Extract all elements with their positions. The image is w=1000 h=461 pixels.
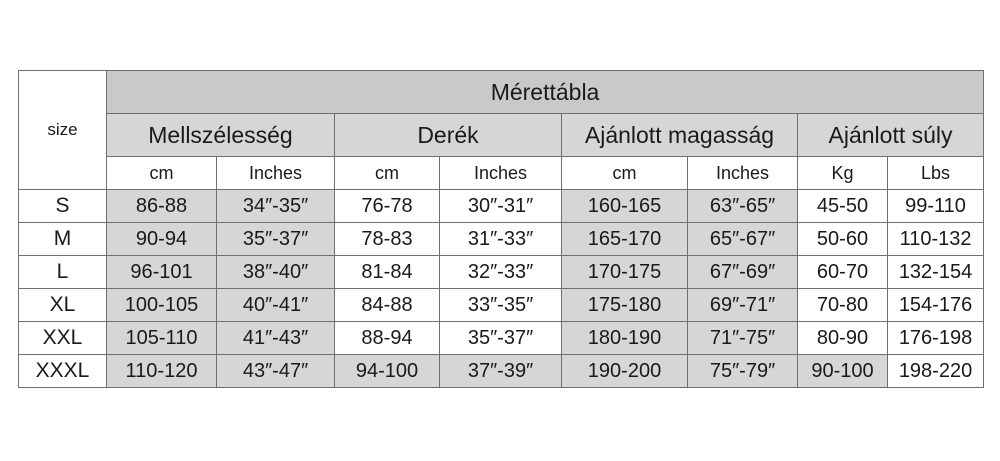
cell-height-cm: 165-170: [562, 223, 688, 256]
cell-chest-cm: 90-94: [107, 223, 217, 256]
row-size-label: XXL: [19, 322, 107, 355]
table-row: [19, 190, 984, 223]
cell-weight-lbs: 198-220: [888, 355, 984, 388]
cell-waist-cm: 88-94: [335, 322, 440, 355]
cell-chest-inches: 40″-41″: [217, 289, 335, 322]
unit-header-chest-inches: Inches: [217, 157, 335, 190]
cell-weight-kg: 80-90: [798, 322, 888, 355]
cell-chest-inches: 41″-43″: [217, 322, 335, 355]
row-size-label: XXXL: [19, 355, 107, 388]
table-row: [19, 223, 984, 256]
row-size-label: S: [19, 190, 107, 223]
cell-chest-cm: 96-101: [107, 256, 217, 289]
cell-waist-cm: 94-100: [335, 355, 440, 388]
row-size-label: XL: [19, 289, 107, 322]
cell-chest-inches: 34″-35″: [217, 190, 335, 223]
cell-chest-cm: 100-105: [107, 289, 217, 322]
size-chart-table: [18, 70, 984, 388]
cell-waist-inches: 31″-33″: [440, 223, 562, 256]
cell-height-inches: 71″-75″: [688, 322, 798, 355]
cell-height-inches: 65″-67″: [688, 223, 798, 256]
chart-title: Mérettábla: [107, 71, 984, 114]
cell-waist-inches: 37″-39″: [440, 355, 562, 388]
cell-waist-inches: 35″-37″: [440, 322, 562, 355]
table-row-units: [19, 157, 984, 190]
cell-weight-kg: 90-100: [798, 355, 888, 388]
table-row: [19, 289, 984, 322]
group-header-weight: Ajánlott súly: [798, 114, 984, 157]
row-size-label: M: [19, 223, 107, 256]
table-row: [19, 256, 984, 289]
unit-header-waist-cm: cm: [335, 157, 440, 190]
cell-weight-lbs: 110-132: [888, 223, 984, 256]
cell-waist-cm: 78-83: [335, 223, 440, 256]
cell-waist-inches: 32″-33″: [440, 256, 562, 289]
cell-weight-lbs: 154-176: [888, 289, 984, 322]
cell-waist-inches: 30″-31″: [440, 190, 562, 223]
unit-header-height-inches: Inches: [688, 157, 798, 190]
table-row-groups: [19, 114, 984, 157]
cell-height-cm: 180-190: [562, 322, 688, 355]
cell-weight-lbs: 132-154: [888, 256, 984, 289]
unit-header-waist-inches: Inches: [440, 157, 562, 190]
unit-header-height-cm: cm: [562, 157, 688, 190]
cell-height-inches: 75″-79″: [688, 355, 798, 388]
cell-waist-cm: 84-88: [335, 289, 440, 322]
cell-weight-kg: 45-50: [798, 190, 888, 223]
unit-header-weight-lbs: Lbs: [888, 157, 984, 190]
cell-waist-cm: 81-84: [335, 256, 440, 289]
cell-weight-kg: 70-80: [798, 289, 888, 322]
cell-chest-inches: 35″-37″: [217, 223, 335, 256]
cell-chest-inches: 38″-40″: [217, 256, 335, 289]
unit-header-weight-kg: Kg: [798, 157, 888, 190]
cell-weight-kg: 50-60: [798, 223, 888, 256]
cell-height-inches: 69″-71″: [688, 289, 798, 322]
size-column-header: size: [19, 71, 107, 190]
cell-height-inches: 63″-65″: [688, 190, 798, 223]
unit-header-chest-cm: cm: [107, 157, 217, 190]
cell-chest-inches: 43″-47″: [217, 355, 335, 388]
cell-chest-cm: 110-120: [107, 355, 217, 388]
cell-weight-kg: 60-70: [798, 256, 888, 289]
table-row: [19, 322, 984, 355]
cell-chest-cm: 105-110: [107, 322, 217, 355]
cell-waist-cm: 76-78: [335, 190, 440, 223]
cell-height-cm: 160-165: [562, 190, 688, 223]
row-size-label: L: [19, 256, 107, 289]
cell-weight-lbs: 99-110: [888, 190, 984, 223]
cell-height-cm: 190-200: [562, 355, 688, 388]
cell-height-cm: 175-180: [562, 289, 688, 322]
cell-waist-inches: 33″-35″: [440, 289, 562, 322]
table-row: [19, 355, 984, 388]
cell-weight-lbs: 176-198: [888, 322, 984, 355]
group-header-chest: Mellszélesség: [107, 114, 335, 157]
cell-height-cm: 170-175: [562, 256, 688, 289]
table-row-title: [19, 71, 984, 114]
group-header-height: Ajánlott magasság: [562, 114, 798, 157]
group-header-waist: Derék: [335, 114, 562, 157]
size-chart-container: [18, 70, 983, 388]
cell-chest-cm: 86-88: [107, 190, 217, 223]
cell-height-inches: 67″-69″: [688, 256, 798, 289]
